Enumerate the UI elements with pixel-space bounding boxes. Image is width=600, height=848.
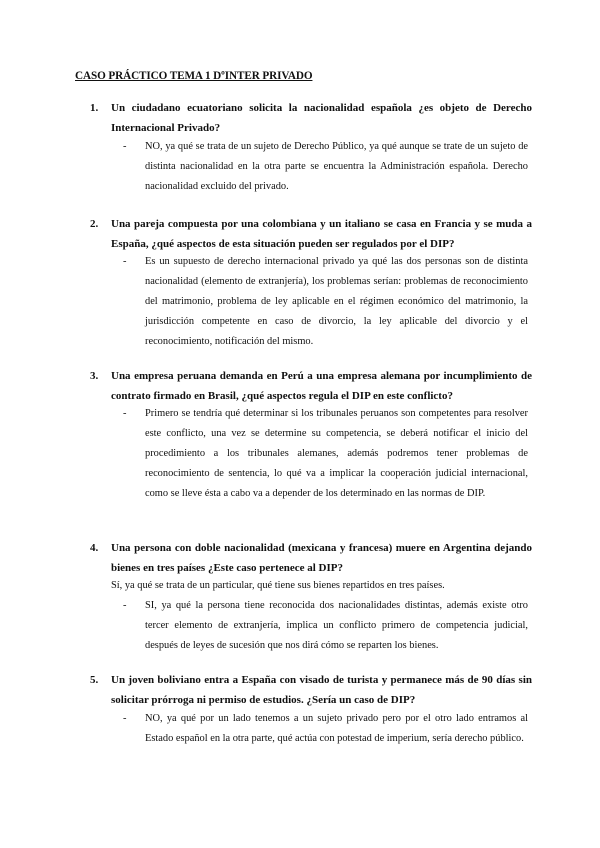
question-text: Un ciudadano ecuatoriano solicita la nacionalidad española ¿es objeto de Derecho Internacional Privado?: [111, 102, 532, 134]
question-2: [92, 214, 532, 254]
question-3: [92, 366, 532, 406]
question-number: 3.: [90, 370, 99, 382]
answer-4-note: Sí, ya qué se trata de un particular, qué tiene sus bienes repartidos en tres países.: [111, 580, 445, 591]
answer-text: NO, ya qué se trata de un sujeto de Derecho Público, ya qué aunque se trate de un sujeto de distinta nacionalidad en la otra parte se encuentra la Administración española. Derecho nacionalidad excluido del privado.: [145, 141, 528, 192]
question-text: Una pareja compuesta por una colombiana y un italiano se casa en Francia y se muda a España, ¿qué aspectos de esta situación pueden ser regulados por el DIP?: [111, 218, 532, 250]
question-number: 1.: [90, 102, 99, 114]
answer-4: [124, 596, 528, 656]
question-text: Una empresa peruana demanda en Perú a una empresa alemana por incumplimiento de contrato firmado en Brasil, ¿qué aspectos regula el DIP en este conflicto?: [111, 370, 532, 402]
answer-3: [124, 404, 528, 504]
answer-text: Es un supuesto de derecho internacional privado ya qué las dos personas son de distinta nacionalidad (elemento de extranjería), los problemas serían: problemas de reconocimiento del matrimonio, problema de ley aplicable en el régimen económico del matrimonio, la jurisdicción competente en caso de divorcio, la ley aplicable del divorcio y el reconocimiento, notificación del mismo.: [145, 256, 528, 347]
answer-text: SI, ya qué la persona tiene reconocida dos nacionalidades distintas, además existe otro tercer elemento de extranjería, implica un conflicto primero de competencia judicial, después de leyes de sucesión que nos dirá cómo se reparten los bienes.: [145, 600, 528, 651]
bullet-dash: -: [123, 600, 127, 611]
question-number: 4.: [90, 542, 99, 554]
answer-5: [124, 709, 528, 749]
answer-text: Primero se tendría qué determinar si los tribunales peruanos son competentes para resolver este conflicto, una vez se determine su competencia, se deberá notificar el inicio del procedimiento a los tribunales alemanes, además podremos tener problemas de reconocimiento de sentencia, lo qué va a implicar la cooperación judicial internacional, como se lleve ésta a cabo va a depender de los determinado en las normas de DIP.: [145, 408, 528, 499]
document-title: CASO PRÁCTICO TEMA 1 DºINTER PRIVADO: [75, 70, 313, 82]
question-text: Un joven boliviano entra a España con visado de turista y permanece más de 90 días sin solicitar prórroga ni permiso de estudios. ¿Sería un caso de DIP?: [111, 674, 532, 706]
question-1: [92, 98, 532, 138]
bullet-dash: -: [123, 713, 127, 724]
question-number: 2.: [90, 218, 99, 230]
question-4: [92, 538, 532, 578]
answer-text: NO, ya qué por un lado tenemos a un sujeto privado pero por el otro lado entramos al Estado español en la otra parte, qué actúa con potestad de imperium, sería derecho público.: [145, 713, 528, 744]
bullet-dash: -: [123, 408, 127, 419]
question-number: 5.: [90, 674, 99, 686]
bullet-dash: -: [123, 141, 127, 152]
answer-2: [124, 252, 528, 352]
bullet-dash: -: [123, 256, 127, 267]
answer-1: [124, 137, 528, 197]
question-text: Una persona con doble nacionalidad (mexicana y francesa) muere en Argentina dejando bienes en tres países ¿Este caso pertenece al DIP?: [111, 542, 532, 574]
question-5: [92, 670, 532, 710]
